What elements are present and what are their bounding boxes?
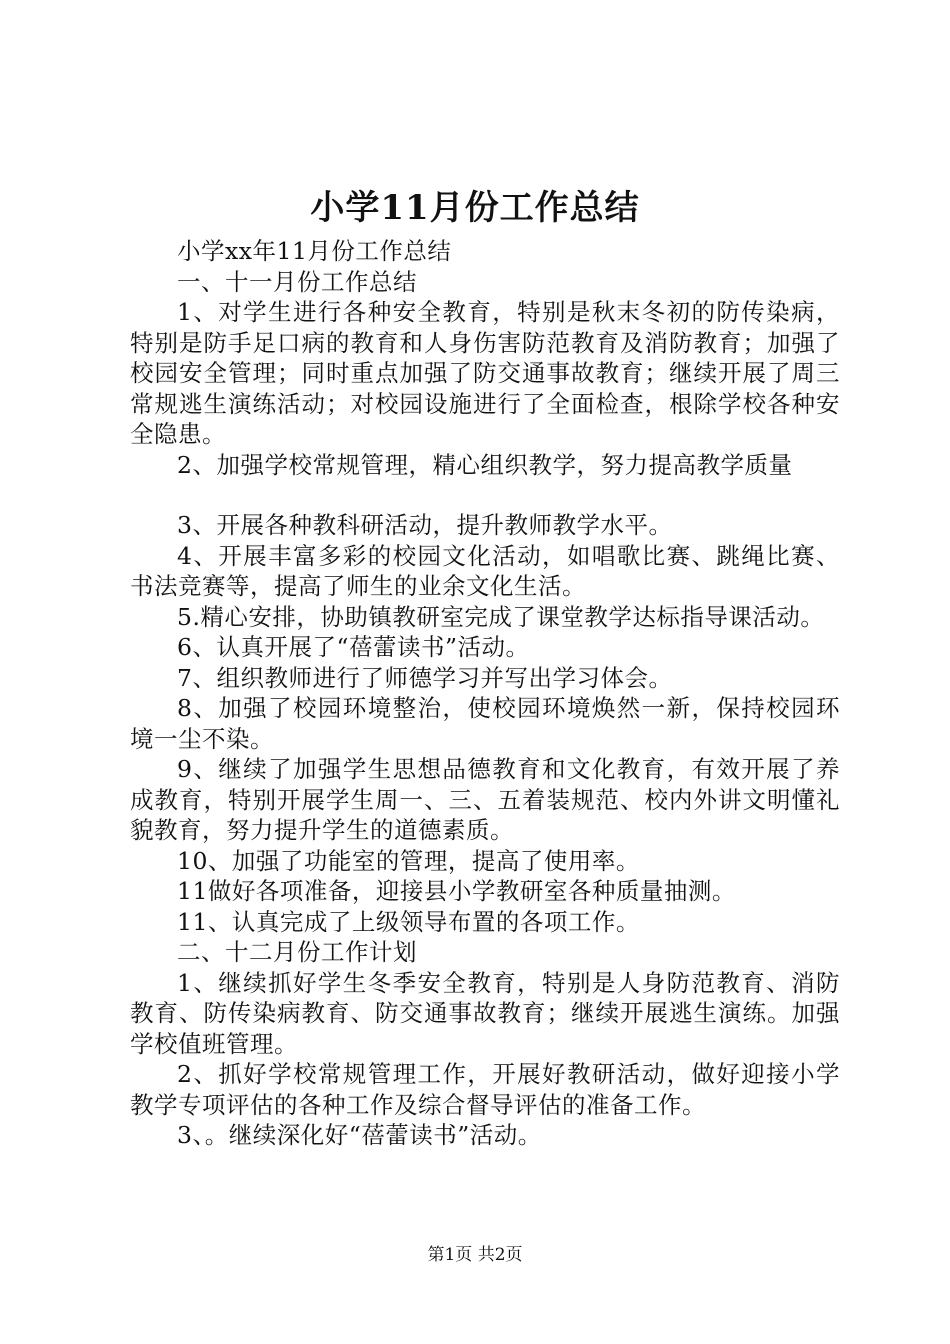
paragraph-item: 9、继续了加强学生思想品德教育和文化教育，有效开展了养成教育，特别开展学生周一、三、五着装规范、校内外讲文明懂礼貌教育，努力提升学生的道德素质。: [130, 755, 840, 844]
section-heading-december-plan: 二、十二月份工作计划: [177, 938, 417, 966]
paragraph-item: 2、加强学校常规管理，精心组织教学，努力提高教学质量: [177, 450, 793, 479]
paragraph-item: 7、组织教师进行了师德学习并写出学习体会。: [177, 663, 673, 692]
paragraph-gap: [130, 480, 840, 510]
paragraph-item: 1、对学生进行各种安全教育，特别是秋末冬初的防传染病，特别是防手足口病的教育和人身伤害防范教育及消防教育；加强了校园安全管理；同时重点加强了防交通事故教育；继续开展了周三常规逃生演练活动；对校园设施进行了全面检查，根除学校各种安全隐患。: [130, 298, 840, 448]
paragraph-item: 4、开展丰富多彩的校园文化活动，如唱歌比赛、跳绳比赛、书法竞赛等，提高了师生的业余文化生活。: [130, 541, 840, 600]
paragraph-item: 11做好各项准备，迎接县小学教研室各种质量抽测。: [177, 877, 736, 905]
paragraph-item: 10、加强了功能室的管理，提高了使用率。: [177, 846, 640, 875]
page-footer: 第1页 共2页: [427, 1245, 523, 1265]
paragraph-subtitle: 小学xx年11月份工作总结: [177, 237, 452, 265]
paragraph-item: 2、抓好学校常规管理工作，开展好教研活动，做好迎接小学教学专项评估的各种工作及综合督导评估的准备工作。: [130, 1060, 840, 1119]
paragraph-item: 8、加强了校园环境整治，使校园环境焕然一新，保持校园环境一尘不染。: [130, 694, 840, 753]
paragraph-item: 3、开展各种教科研活动，提升教师教学水平。: [177, 511, 673, 539]
section-heading-november-summary: 一、十一月份工作总结: [177, 267, 417, 296]
paragraph-item: 6、认真开展了“蓓蕾读书”活动。: [177, 633, 530, 661]
paragraph-item: 3、。继续深化好“蓓蕾读书”活动。: [177, 1121, 542, 1149]
paragraph-item: 5.精心安排，协助镇教研室完成了课堂教学达标指导课活动。: [177, 602, 825, 631]
document-title: 小学11月份工作总结: [310, 188, 640, 228]
paragraph-item: 1、继续抓好学生冬季安全教育，特别是人身防范教育、消防教育、防传染病教育、防交通事故教育；继续开展逃生演练。加强学校值班管理。: [130, 968, 840, 1058]
paragraph-item: 11、认真完成了上级领导布置的各项工作。: [177, 907, 640, 936]
document-body: [130, 236, 840, 1151]
